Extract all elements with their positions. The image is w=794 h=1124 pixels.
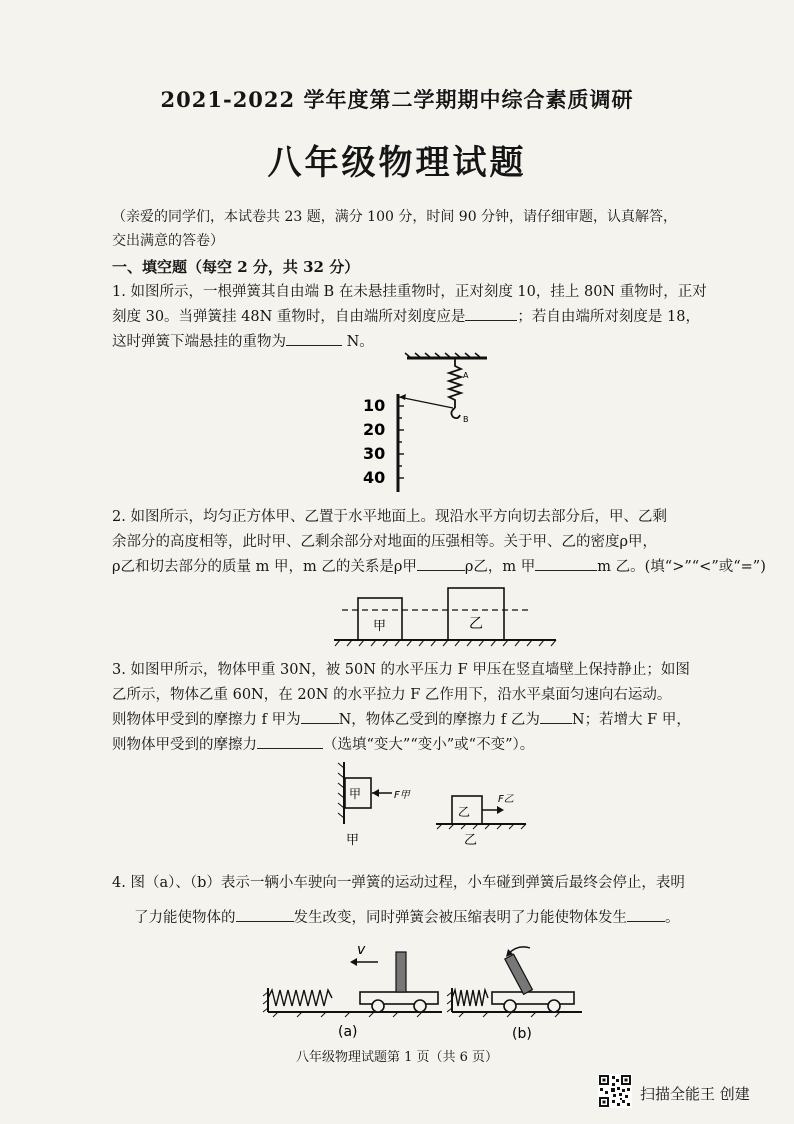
- q3-text-4b: （选填“变大”“变小”或“不变”）。: [323, 737, 535, 753]
- q4-blank-2[interactable]: [627, 907, 665, 923]
- q1-line-1: 1. 如图所示，一根弹簧其自由端 B 在未悬挂重物时，正对刻度 10，挂上 80N 重物时，正对: [112, 284, 707, 300]
- q3-line-4: [112, 733, 772, 758]
- q1-tick-40: 40: [363, 468, 386, 487]
- q3-block-a: 甲: [349, 787, 362, 801]
- q3-blank-2[interactable]: [540, 709, 572, 725]
- q1-text-2a: 刻度 30。当弹簧挂 48N 重物时，自由端所对刻度应是: [112, 309, 466, 325]
- q2-blank-2[interactable]: [535, 556, 597, 572]
- exam-title: 2021-2022 学年度第二学期期中综合素质调研: [160, 87, 634, 112]
- q4-velocity-label: v: [357, 942, 366, 958]
- q3-caption-b: 乙: [464, 833, 478, 848]
- intro-line-2: 交出满意的答卷）: [112, 233, 224, 249]
- q1-spring-figure: [355, 352, 495, 492]
- q1-tick-10: 10: [363, 396, 386, 415]
- q1-text-3a: 这时弹簧下端悬挂的重物为: [112, 334, 286, 350]
- q1-line-2: [112, 305, 772, 330]
- q3-line-1: 3. 如图甲所示，物体甲重 30N，被 50N 的水平压力 F 甲压在竖直墙壁上保持静止；如图: [112, 662, 690, 678]
- q1-text-2b: ；若自由端所对刻度是 18，: [517, 309, 700, 325]
- q2-blank-1[interactable]: [417, 556, 465, 572]
- q3-blank-1[interactable]: [301, 709, 339, 725]
- q2-block-b: [448, 588, 504, 640]
- q1-blank-2[interactable]: [286, 331, 342, 347]
- q4-line-1: 4. 图（a）、（b）表示一辆小车驶向一弹簧的运动过程，小车碰到弹簧后最终会停止，表明: [112, 875, 685, 891]
- q3-blank-3[interactable]: [257, 734, 323, 750]
- q4-caption-a: (a): [338, 1024, 358, 1040]
- question-2: [112, 505, 772, 580]
- section-title: 一、填空题（每空 2 分，共 32 分）: [112, 258, 360, 276]
- q2-text-3c: m 乙。(填“>”“<”或“=”): [597, 559, 766, 575]
- q2-line-1: 2. 如图所示，均匀正方体甲、乙置于水平地面上。现沿水平方向切去部分后，甲、乙剩: [112, 509, 667, 525]
- q4-blank-1[interactable]: [236, 907, 294, 923]
- q3-friction-figure: [326, 758, 536, 850]
- q4-caption-b: (b): [512, 1026, 532, 1042]
- q1-tick-30: 30: [363, 444, 386, 463]
- q3-block-b: 乙: [458, 805, 471, 819]
- q2-line-3: [112, 555, 772, 580]
- q3-force-a: F甲: [394, 790, 410, 801]
- question-3: [112, 658, 772, 758]
- q2-label-a: 甲: [373, 619, 387, 634]
- q4-cart-figure: [262, 940, 592, 1046]
- qr-code-icon: [598, 1074, 632, 1108]
- q4-line-2: [112, 901, 772, 936]
- page-footer: 八年级物理试题第 1 页（共 6 页）: [295, 1050, 499, 1065]
- q3-caption-a: 甲: [346, 833, 360, 848]
- q3-force-b: F乙: [498, 794, 514, 805]
- q4-text-2a: 了力能使物体的: [134, 910, 236, 926]
- subject-title: 八年级物理试题: [267, 143, 527, 183]
- q1-tick-20: 20: [363, 420, 386, 439]
- q3-text-3c: N；若增大 F 甲，: [571, 712, 691, 728]
- q3-text-4a: 则物体甲受到的摩擦力: [112, 737, 257, 753]
- q1-label-a: A: [463, 371, 469, 380]
- q2-line-2: 余部分的高度相等，此时甲、乙剩余部分对地面的压强相等。关于甲、乙的密度ρ甲，: [112, 534, 658, 550]
- question-1: [112, 280, 772, 355]
- q1-blank-1[interactable]: [465, 306, 517, 322]
- scanner-watermark-label: 扫描全能王 创建: [640, 1085, 750, 1103]
- q1-text-3b: N。: [342, 334, 374, 350]
- q3-text-3b: N，物体乙受到的摩擦力 f 乙为: [338, 712, 540, 728]
- q2-text-3b: ρ乙，m 甲: [464, 559, 536, 575]
- intro-line-1: （亲爱的同学们，本试卷共 23 题，满分 100 分，时间 90 分钟，请仔细审题，认真解答，: [112, 209, 678, 225]
- q3-line-3: [112, 708, 772, 733]
- q1-label-b: B: [463, 415, 469, 424]
- q3-line-2: 乙所示，物体乙重 60N，在 20N 的水平拉力 F 乙作用下，沿水平桌面匀速向右运动。: [112, 687, 672, 703]
- q3-text-3a: 则物体甲受到的摩擦力 f 甲为: [112, 712, 301, 728]
- q2-text-3a: ρ乙和切去部分的质量 m 甲，m 乙的关系是ρ甲: [112, 559, 417, 575]
- q2-cubes-figure: [330, 584, 560, 648]
- q4-text-2c: 。: [665, 910, 680, 926]
- q2-label-b: 乙: [469, 616, 483, 632]
- question-4: [112, 866, 772, 936]
- q4-text-2b: 发生改变，同时弹簧会被压缩表明了力能使物体发生: [293, 910, 627, 926]
